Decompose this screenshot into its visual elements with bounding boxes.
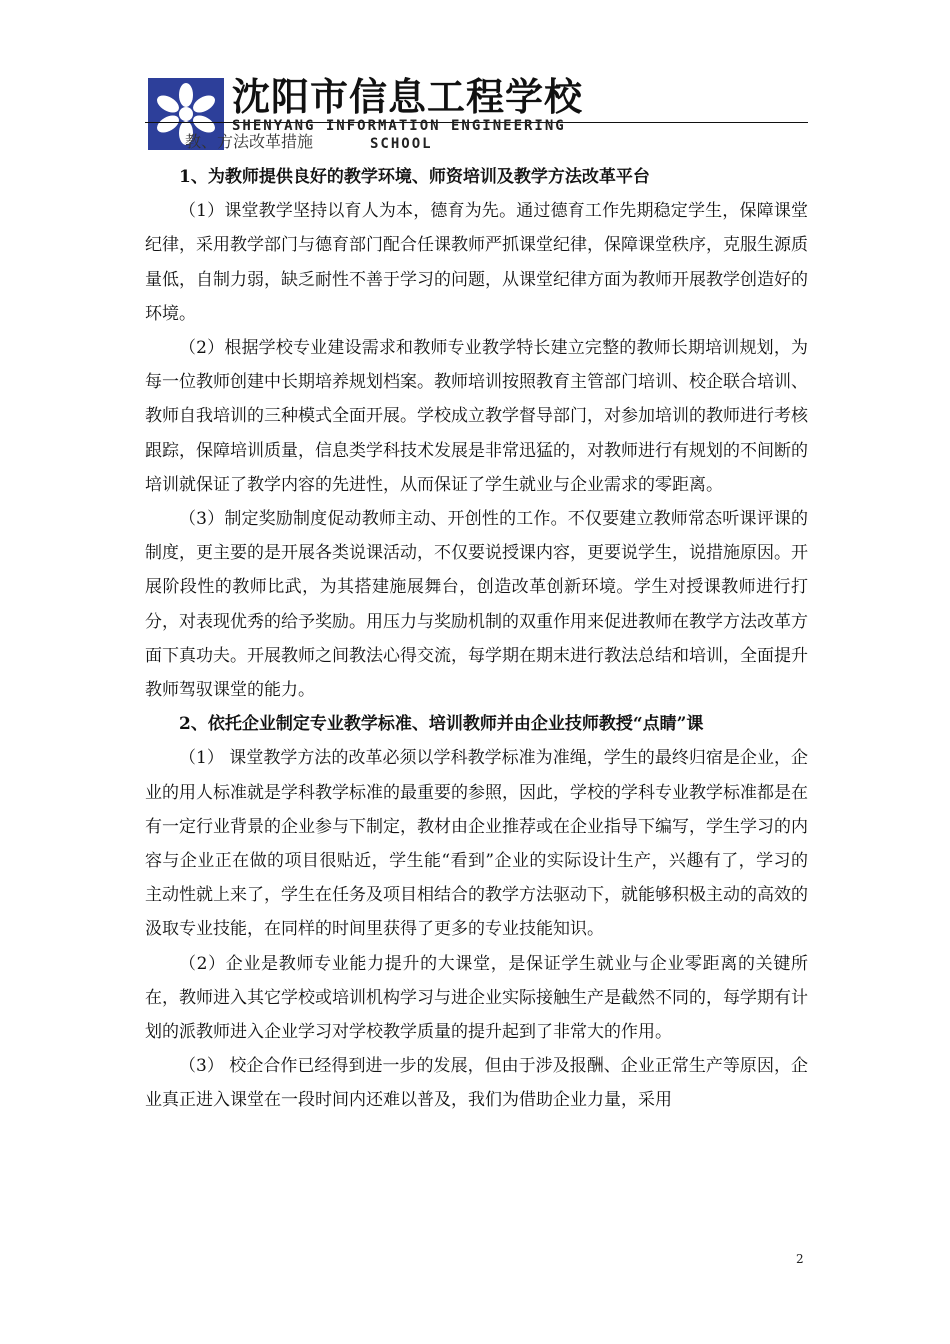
paragraph: （1）课堂教学坚持以育人为本，德育为先。通过德育工作先期稳定学生，保障课堂纪律，采用教学部门与德育部门配合任课教师严抓课堂纪律，保障课堂秩序，克服生源质量低，自制力弱，缺乏耐性不善于学习的问题，从课堂纪律方面为教师开展教学创造好的环境。 — [145, 201, 808, 324]
paragraph: （2）企业是教师专业能力提升的大课堂，是保证学生就业与企业零距离的关键所在，教师进入其它学校或培训机构学习与进企业实际接触生产是截然不同的，每学期有计划的派教师进入企业学习对学校教学质量的提升起到了非常大的作用。 — [145, 953, 808, 1043]
paragraph: （2）根据学校专业建设需求和教师专业教学特长建立完整的教师长期培训规划，为每一位教师创建中长期培养规划档案。教师培训按照教育主管部门培训、校企联合培训、教师自我培训的三种模式全面开展。学校成立教学督导部门，对参加培训的教师进行考核跟踪，保障培训质量，信息类学科技术发展是非常迅猛的，对教师进行有规划的不间断的培训就保证了教学内容的先进性，从而保证了学生就业与企业需求的零距离。 — [145, 338, 808, 495]
paragraph: （1） 课堂教学方法的改革必须以学科教学标准为准绳，学生的最终归宿是企业，企业的用人标准就是学科教学标准的最重要的参照，因此，学校的学科专业教学标准都是在有一定行业背景的企业参与下制定，教材由企业推荐或在企业指导下编写，学生学习的内容与企业正在做的项目很贴近，学生能“看到”企业的实际设计生产，兴趣有了，学习的主动性就上来了，学生在任务及项目相结合的教学方法驱动下，就能够积极主动的高效的汲取专业技能，在同样的时间里获得了更多的专业技能知识。 — [145, 748, 808, 940]
page-header — [0, 0, 950, 160]
section-heading: 教、方法改革措施 — [185, 132, 314, 151]
subheading-1: 1、为教师提供良好的教学环境、师资培训及教学方法改革平台 — [179, 167, 650, 187]
school-name-cn: 沈阳市信息工程学校 — [232, 75, 584, 119]
school-name-en-line1: SHENYANG INFORMATION ENGINEERING — [232, 118, 566, 134]
paragraph: （3）制定奖励制度促动教师主动、开创性的工作。不仅要建立教师常态听课评课的制度，更主要的是开展各类说课活动，不仅要说授课内容，更要说学生，说措施原因。开展阶段性的教师比武，为其搭建施展舞台，创造改革创新环境。学生对授课教师进行打分，对表现优秀的给予奖励。用压力与奖励机制的双重作用来促进教师在教学方法改革方面下真功夫。开展教师之间教法心得交流，每学期在期末进行教法总结和培训，全面提升教师驾驭课堂的能力。 — [145, 509, 808, 701]
document-body — [145, 160, 808, 1118]
subheading-2: 2、依托企业制定专业教学标准、培训教师并由企业技师教授“点睛”课 — [179, 714, 704, 735]
school-name-en-line2: SCHOOL — [370, 136, 433, 152]
paragraph: （3） 校企合作已经得到进一步的发展，但由于涉及报酬、企业正常生产等原因，企业真正进入课堂在一段时间内还难以普及，我们为借助企业力量，采用 — [145, 1056, 808, 1111]
page-number: 2 — [796, 1252, 804, 1266]
